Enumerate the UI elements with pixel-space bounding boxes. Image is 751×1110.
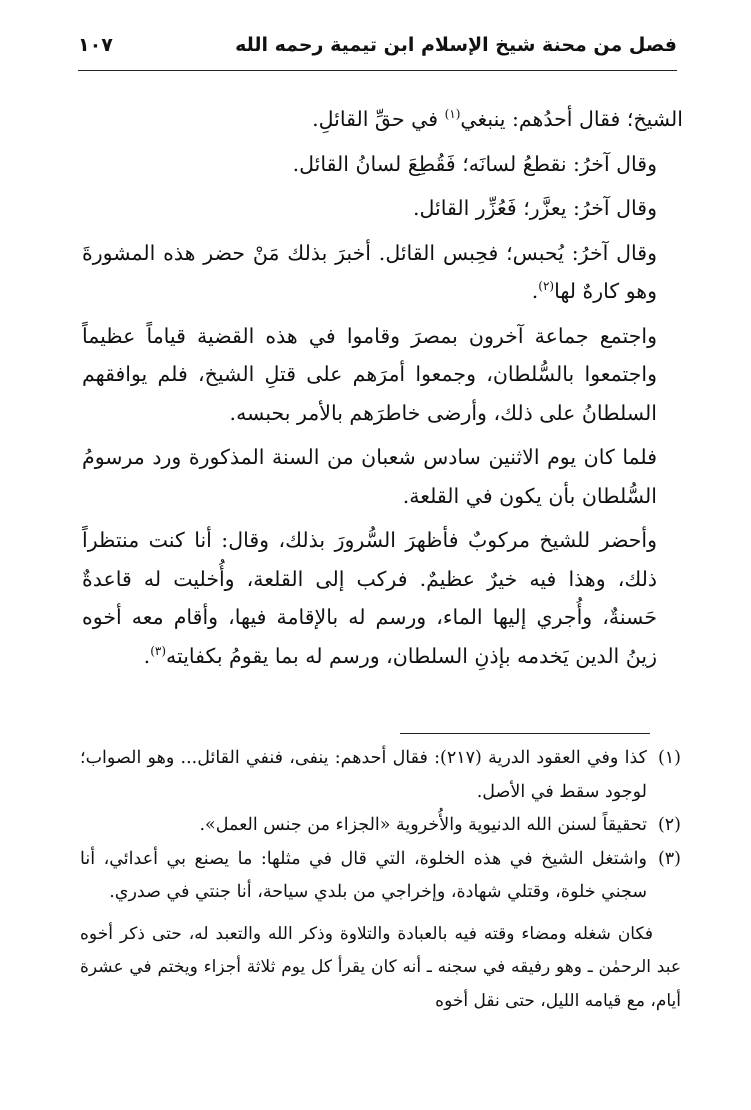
footnote-ref-2: (٢) — [538, 279, 555, 294]
running-title: فصل من محنة شيخ الإسلام ابن تيمية رحمه الله — [235, 34, 677, 56]
footnote-number: (١) — [657, 748, 681, 768]
paragraph-text: الشيخ؛ فقال أحدُهم: ينبغي — [460, 107, 683, 131]
footnote-number: (٢) — [657, 815, 681, 835]
paragraph-text: وقال آخرُ: يُحبس؛ فحِبس القائل. أخبرَ بذلك مَنْ حضر هذه المشورةَ وهو كارهٌ لها — [82, 240, 657, 303]
paragraph-1 — [82, 100, 683, 139]
paragraph-7 — [82, 521, 683, 675]
page-header — [78, 26, 677, 71]
page-number: ١٠٧ — [78, 34, 113, 56]
footnote-1 — [80, 742, 681, 809]
footnote-ref-3: (٣) — [150, 643, 167, 658]
paragraph-text: . — [143, 643, 151, 668]
main-text — [82, 100, 683, 681]
paragraph-text: . — [531, 279, 539, 303]
footnote-2 — [80, 809, 681, 843]
paragraph-6: فلما كان يوم الاثنين سادس شعبان من السنة المذكورة ورد مرسومُ السُّلطان بأن يكون في القلعة. — [82, 445, 657, 508]
footnote-number: (٣) — [657, 848, 681, 869]
paragraph-text: في حقِّ القائلِ. — [312, 107, 445, 131]
paragraph-4 — [82, 234, 683, 311]
footnotes — [80, 742, 681, 1018]
paragraph-5: واجتمع جماعة آخرون بمصرَ وقاموا في هذه القضية قياماً عظيماً واجتمعوا بالسُّلطان، وجمعوا أمرَهم على قتلِ الشيخ، فلم يوافقهم السلطانُ على ذلك، وأرضى خاطرَهم بالأمر بحبسه. — [82, 323, 657, 425]
footnote-text: تحقيقاً لسنن الله الدنيوية والأُخروية «الجزاء من جنس العمل». — [199, 815, 647, 835]
footnote-3 — [80, 843, 681, 910]
footnote-separator — [400, 733, 650, 734]
footnote-3-continuation: فكان شغله ومضاء وقته فيه بالعبادة والتلاوة وذكر الله والتعبد له، حتى ذكر أخوه عبد الرحمٰن ـ وهو رفيقه في سجنه ـ أنه كان يقرأ كل يوم ثلاثة أجزاء ويختم في عشرة أيام، مع قيامه الليل، حتى نقل أخوه — [80, 923, 681, 1011]
footnote-text: كذا وفي العقود الدرية (٢١٧): فقال أحدهم: ينفى، فنفي القائل... وهو الصواب؛ لوجود سقط في الأصل. — [80, 748, 647, 802]
paragraph-2: وقال آخرُ: نقطعُ لسانَه؛ فَقُطِعَ لسانُ القائل. — [292, 151, 657, 176]
paragraph-text: وأحضر للشيخ مركوبٌ فأظهرَ السُّرورَ بذلك، وقال: أنا كنت منتظراً ذلك، وهذا فيه خيرٌ عظيمٌ. فركب إلى القلعة، وأُخليت له قاعدةٌ حَسنةٌ، وأُجري إليها الماء، ورسم له بالإقامة فيها، وأقام معه أخوه زينُ الدين يَخدمه بإذنِ السلطان، ورسم له بما يقومُ بكفايته — [82, 528, 657, 668]
footnote-text: واشتغل الشيخ في هذه الخلوة، التي قال في مثلها: ما يصنع بي أعدائي، أنا سجني خلوة، وقتلي شهادة، وإخراجي من بلدي سياحة، أنا جنتي في صدري. — [80, 848, 647, 902]
paragraph-3: وقال آخرُ: يعزَّر؛ فَعُزِّر القائل. — [412, 196, 657, 220]
footnote-ref-1: (١) — [444, 107, 461, 122]
